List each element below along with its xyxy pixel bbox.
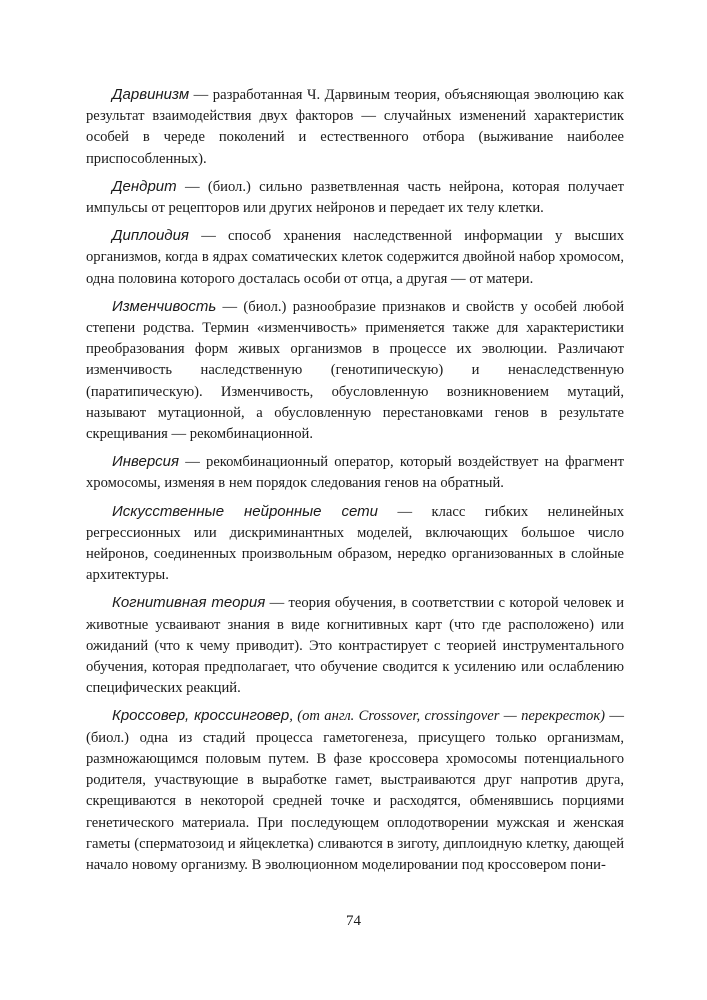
entry-term: Искусственные нейронные сети [112,502,378,520]
entry-definition: — (биол.) разнообразие признаков и свойств у особей любой степени родства. Термин «изменчивость» применяется также для характеристики преобразования форм живых организмов в процессе их эволюции. Различают изменчивость наследственную (генотипическую) и ненаследственную (паратипическую). Изменчивость, обусловленную возникновением мутаций, называют мутационной, а обусловленную перестановками генов в результате скрещивания — рекомбинационной. [86,298,625,443]
entry-term: Дарвинизм [112,86,190,103]
entry-term: Кроссовер, кроссинговер [112,707,290,725]
entry-definition: — (биол.) сильно разветвленная часть нейрона, которая получает импульсы от рецепторов или других нейронов и передает их телу клетки. [86,178,624,217]
glossary-entry [86,176,624,219]
entry-term: Инверсия [112,453,180,471]
glossary-entry [86,501,624,587]
entry-definition: — рекомбинационный оператор, который воздействует на фрагмент хромосомы, изменяя в нем порядок следования генов на обратный. [86,454,624,492]
glossary-entry [86,451,624,494]
entry-etymology: , (от англ. Crossover, crossingover — перекресток) [289,708,606,725]
entry-definition: — (биол.) одна из стадий процесса гаметогенеза, присущего только организмам, размножающимся половым путем. В фазе кроссовера хромосомы потенциального родителя, участвующие в выработке гамет, выстраиваются друг напротив друга, скрещиваются в некоторой средней точке и расходятся, обменявшись порциями генетического материала. При последующем оплодотворении мужская и женская гаметы (сперматозоид и яйцеклетка) сливаются в зиготу, диплоидную клетку, дающей начало новому организму. В эволюционном моделировании под кроссовером пони- [86,708,624,873]
glossary-entry [86,592,624,699]
glossary-entry [86,84,624,170]
entry-term: Когнитивная теория [112,594,266,612]
entry-definition: — теория обучения, в соответствии с которой человек и животные усваивают знания в виде когнитивных карт (что где расположено) или ожиданий (что к чему приводит). Это контрастирует с теорией инструментального обучения, которая предполагает, что обучение сводится к усилению или ослаблению специфических реакций. [86,595,625,697]
glossary-entry [86,705,624,876]
entry-term: Диплоидия [112,227,189,245]
entry-definition: — класс гибких нелинейных регрессионных или дискриминантных моделей, включающих большое число нейронов, соединенных произвольным образом, нередко организованных в слойные архитектуры. [86,503,624,584]
glossary-list [86,84,624,882]
entry-term: Дендрит [112,177,177,195]
glossary-entry [86,296,624,445]
entry-definition: — разработанная Ч. Дарвиным теория, объясняющая эволюцию как результат взаимодействия двух факторов — случайных изменений характеристик особей в череде поколений и естественного отбора (выживание наиболее приспособленных). [86,87,624,167]
entry-definition: — способ хранения наследственной информации у высших организмов, когда в ядрах соматических клеток содержится двойной набор хромосом, одна половина которого досталась особи от отца, а другая — от матери. [86,228,625,287]
page-number: 74 [346,913,361,929]
entry-term: Изменчивость [112,297,217,315]
glossary-entry [86,225,624,290]
